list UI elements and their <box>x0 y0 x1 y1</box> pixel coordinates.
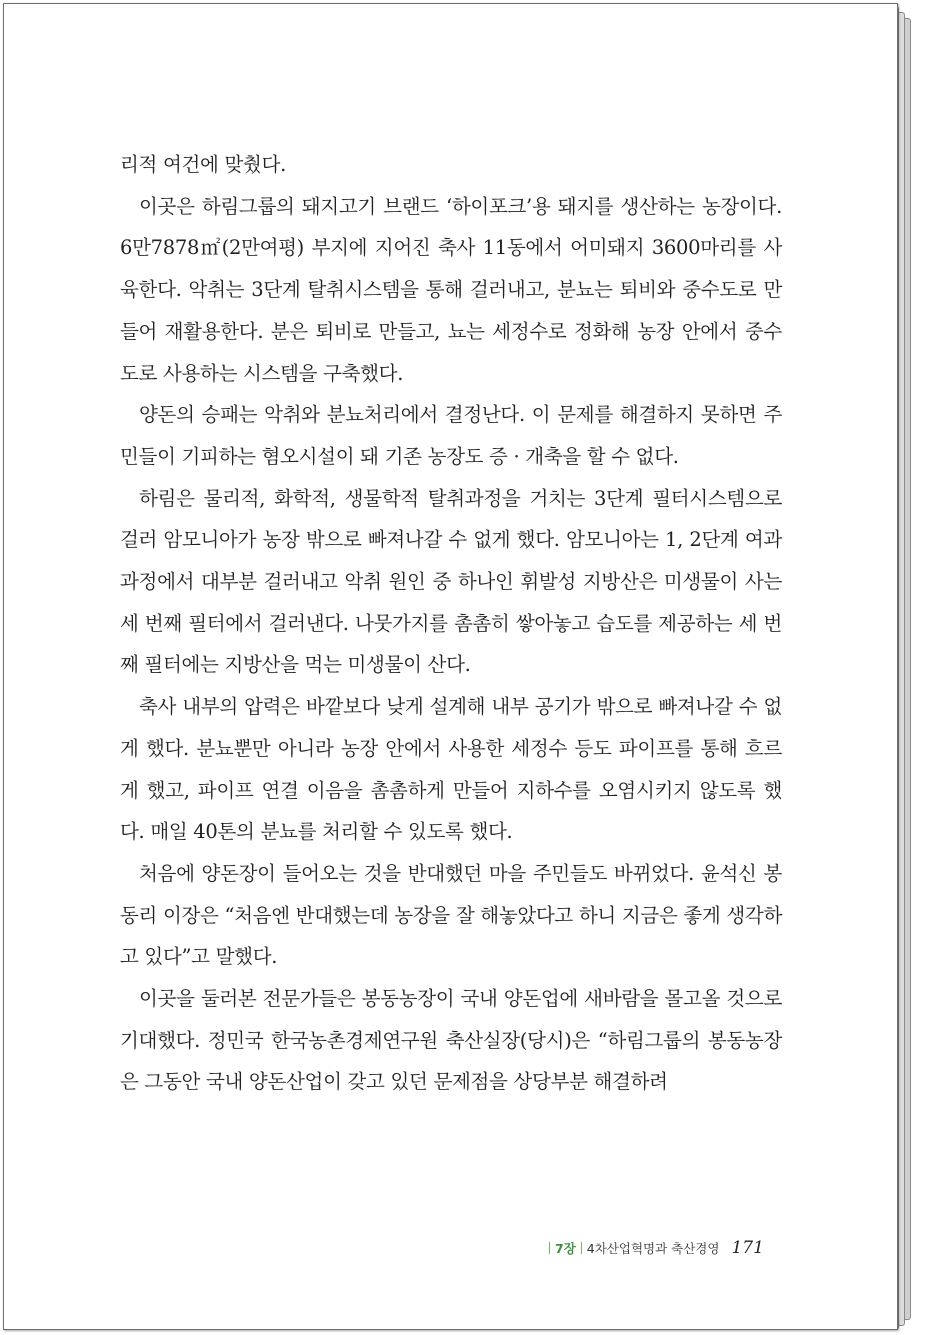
paragraph-4: 하림은 물리적, 화학적, 생물학적 탈취과정을 거치는 3단계 필터시스템으로 걸러 암모니아가 농장 밖으로 빠져나갈 수 없게 했다. 암모니아는 1, 2단계 여과과정에서 대부분 걸러내고 악취 원인 중 하나인 휘발성 지방산은 미생물이 사는 세 번째 필터에서 걸러낸다. 나뭇가지를 촘촘히 쌓아놓고 습도를 제공하는 세 번째 필터에는 지방산을 먹는 미생물이 산다. <box>120 486 782 677</box>
page-number: 171 <box>731 1238 764 1258</box>
paragraph-7: 이곳을 둘러본 전문가들은 봉동농장이 국내 양돈업에 새바람을 몰고올 것으로 기대했다. 정민국 한국농촌경제연구원 축산실장(당시)은 “하림그룹의 봉동농장은 그동안 국내 양돈산업이 갖고 있던 문제점을 상당부분 해결하려 <box>120 987 782 1094</box>
footer-divider <box>581 1242 582 1254</box>
paragraph-2: 이곳은 하림그룹의 돼지고기 브랜드 ‘하이포크’용 돼지를 생산하는 농장이다. 6만7878㎡(2만여평) 부지에 지어진 축사 11동에서 어미돼지 3600마리를 사육한다. 악취는 3단계 탈취시스템을 통해 걸러내고, 분뇨는 퇴비와 중수도로 만들어 재활용한다. 분은 퇴비로 만들고, 뇨는 세정수로 정화해 농장 안에서 중수도로 사용하는 시스템을 구축했다. <box>120 194 782 385</box>
paragraph-6: 처음에 양돈장이 들어오는 것을 반대했던 마을 주민들도 바뀌었다. 윤석신 봉동리 이장은 “처음엔 반대했는데 농장을 잘 해놓았다고 하니 지금은 좋게 생각하고 있다”고 말했다. <box>120 861 782 969</box>
paragraph-5: 축사 내부의 압력은 바깥보다 낮게 설계해 내부 공기가 밖으로 빠져나갈 수 없게 했다. 분뇨뿐만 아니라 농장 안에서 사용한 세정수 등도 파이프를 통해 흐르게 했고, 파이프 연결 이음을 촘촘하게 만들어 지하수를 오염시키지 않도록 했다. 매일 40톤의 분뇨를 처리할 수 있도록 했다. <box>120 695 782 844</box>
section-title: 4차산업혁명과 축산경영 <box>586 1241 720 1256</box>
book-page <box>3 3 898 1330</box>
chapter-label: 7장 <box>555 1241 576 1256</box>
paragraph-3: 양돈의 승패는 악취와 분뇨처리에서 결정난다. 이 문제를 해결하지 못하면 주민들이 기피하는 혐오시설이 돼 기존 농장도 증 · 개축을 할 수 없다. <box>120 403 782 468</box>
body-text <box>120 144 782 1103</box>
page-footer <box>544 1235 764 1261</box>
footer-divider <box>549 1242 550 1254</box>
paragraph-1: 리적 여건에 맞췄다. <box>120 153 286 176</box>
